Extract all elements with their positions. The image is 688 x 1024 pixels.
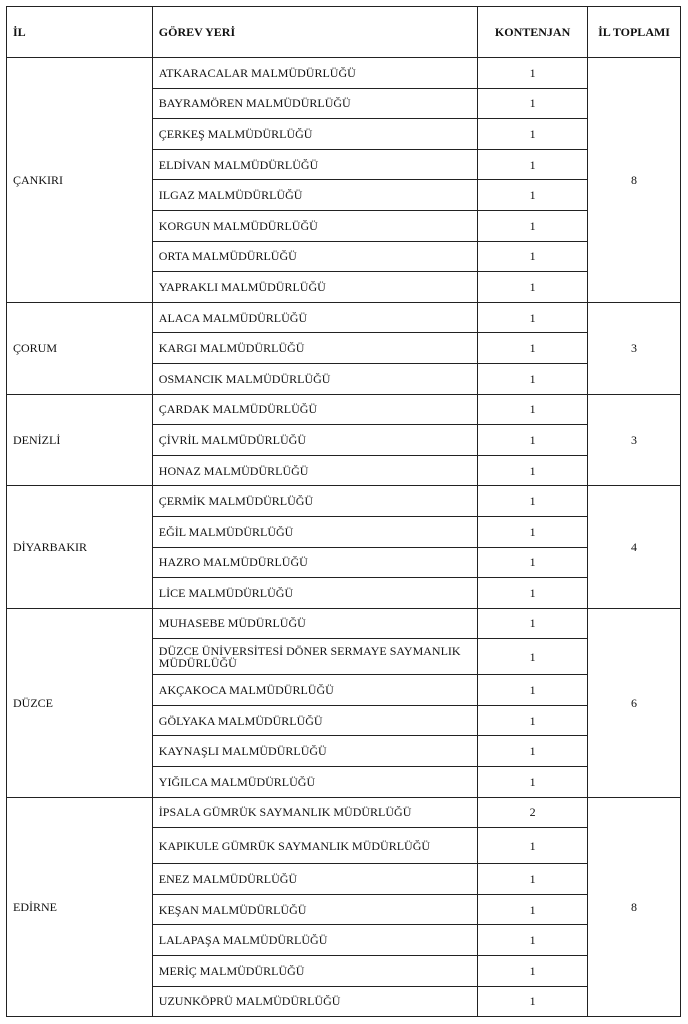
kontenjan-cell: 1 xyxy=(478,210,588,241)
gorev-yeri-cell: MUHASEBE MÜDÜRLÜĞÜ xyxy=(152,608,477,639)
il-cell: DİYARBAKIR xyxy=(7,486,153,608)
il-toplami-cell: 3 xyxy=(588,302,681,394)
kontenjan-cell: 1 xyxy=(478,578,588,609)
gorev-yeri-cell: BAYRAMÖREN MALMÜDÜRLÜĞÜ xyxy=(152,88,477,119)
kontenjan-cell: 1 xyxy=(478,828,588,864)
gorev-yeri-cell: DÜZCE ÜNİVERSİTESİ DÖNER SERMAYE SAYMANLIK MÜDÜRLÜĞÜ xyxy=(152,639,477,675)
kontenjan-cell: 1 xyxy=(478,547,588,578)
il-toplami-cell: 6 xyxy=(588,608,681,797)
gorev-yeri-cell: UZUNKÖPRÜ MALMÜDÜRLÜĞÜ xyxy=(152,986,477,1017)
table-row xyxy=(7,608,681,639)
kontenjan-cell: 1 xyxy=(478,455,588,486)
gorev-yeri-cell: LİCE MALMÜDÜRLÜĞÜ xyxy=(152,578,477,609)
gorev-yeri-cell: KEŞAN MALMÜDÜRLÜĞÜ xyxy=(152,894,477,925)
table-row xyxy=(7,58,681,89)
il-toplami-cell: 3 xyxy=(588,394,681,486)
gorev-yeri-cell: YIĞILCA MALMÜDÜRLÜĞÜ xyxy=(152,767,477,798)
gorev-yeri-cell: ÇİVRİL MALMÜDÜRLÜĞÜ xyxy=(152,425,477,456)
gorev-yeri-cell: ILGAZ MALMÜDÜRLÜĞÜ xyxy=(152,180,477,211)
kontenjan-cell: 1 xyxy=(478,516,588,547)
header-kontenjan: KONTENJAN xyxy=(478,7,588,58)
kontenjan-cell: 1 xyxy=(478,705,588,736)
il-cell: EDİRNE xyxy=(7,797,153,1017)
kontenjan-cell: 1 xyxy=(478,119,588,150)
kontenjan-cell: 1 xyxy=(478,639,588,675)
kontenjan-cell: 1 xyxy=(478,925,588,956)
gorev-yeri-cell: KORGUN MALMÜDÜRLÜĞÜ xyxy=(152,210,477,241)
header-il: İL xyxy=(7,7,153,58)
gorev-yeri-cell: OSMANCIK MALMÜDÜRLÜĞÜ xyxy=(152,363,477,394)
kontenjan-cell: 1 xyxy=(478,149,588,180)
kontenjan-cell: 1 xyxy=(478,58,588,89)
gorev-yeri-cell: HONAZ MALMÜDÜRLÜĞÜ xyxy=(152,455,477,486)
kontenjan-cell: 1 xyxy=(478,864,588,895)
gorev-yeri-cell: MERİÇ MALMÜDÜRLÜĞÜ xyxy=(152,956,477,987)
kontenjan-cell: 1 xyxy=(478,986,588,1017)
kontenjan-cell: 1 xyxy=(478,675,588,706)
kontenjan-cell: 1 xyxy=(478,956,588,987)
kontenjan-cell: 1 xyxy=(478,894,588,925)
kontenjan-cell: 1 xyxy=(478,302,588,333)
kontenjan-cell: 1 xyxy=(478,608,588,639)
kontenjan-cell: 2 xyxy=(478,797,588,828)
gorev-yeri-cell: ENEZ MALMÜDÜRLÜĞÜ xyxy=(152,864,477,895)
kontenjan-cell: 1 xyxy=(478,394,588,425)
gorev-yeri-cell: KAYNAŞLI MALMÜDÜRLÜĞÜ xyxy=(152,736,477,767)
gorev-yeri-cell: ÇERKEŞ MALMÜDÜRLÜĞÜ xyxy=(152,119,477,150)
gorev-yeri-cell: KAPIKULE GÜMRÜK SAYMANLIK MÜDÜRLÜĞÜ xyxy=(152,828,477,864)
gorev-yeri-cell: ÇERMİK MALMÜDÜRLÜĞÜ xyxy=(152,486,477,517)
kontenjan-cell: 1 xyxy=(478,363,588,394)
il-cell: ÇORUM xyxy=(7,302,153,394)
quota-table xyxy=(6,6,681,1017)
header-gorev-yeri: GÖREV YERİ xyxy=(152,7,477,58)
kontenjan-cell: 1 xyxy=(478,180,588,211)
gorev-yeri-cell: GÖLYAKA MALMÜDÜRLÜĞÜ xyxy=(152,705,477,736)
gorev-yeri-cell: ÇARDAK MALMÜDÜRLÜĞÜ xyxy=(152,394,477,425)
kontenjan-cell: 1 xyxy=(478,88,588,119)
kontenjan-cell: 1 xyxy=(478,767,588,798)
kontenjan-cell: 1 xyxy=(478,736,588,767)
il-cell: DÜZCE xyxy=(7,608,153,797)
gorev-yeri-cell: LALAPAŞA MALMÜDÜRLÜĞÜ xyxy=(152,925,477,956)
table-body xyxy=(7,58,681,1017)
gorev-yeri-cell: ORTA MALMÜDÜRLÜĞÜ xyxy=(152,241,477,272)
header-row xyxy=(7,7,681,58)
gorev-yeri-cell: AKÇAKOCA MALMÜDÜRLÜĞÜ xyxy=(152,675,477,706)
gorev-yeri-cell: İPSALA GÜMRÜK SAYMANLIK MÜDÜRLÜĞÜ xyxy=(152,797,477,828)
kontenjan-cell: 1 xyxy=(478,333,588,364)
il-toplami-cell: 8 xyxy=(588,58,681,303)
table-row xyxy=(7,302,681,333)
kontenjan-cell: 1 xyxy=(478,241,588,272)
table-row xyxy=(7,394,681,425)
table-row xyxy=(7,486,681,517)
header-il-toplami: İL TOPLAMI xyxy=(588,7,681,58)
il-cell: ÇANKIRI xyxy=(7,58,153,303)
kontenjan-cell: 1 xyxy=(478,486,588,517)
gorev-yeri-cell: KARGI MALMÜDÜRLÜĞÜ xyxy=(152,333,477,364)
gorev-yeri-cell: ALACA MALMÜDÜRLÜĞÜ xyxy=(152,302,477,333)
gorev-yeri-cell: EĞİL MALMÜDÜRLÜĞÜ xyxy=(152,516,477,547)
il-cell: DENİZLİ xyxy=(7,394,153,486)
gorev-yeri-cell: ELDİVAN MALMÜDÜRLÜĞÜ xyxy=(152,149,477,180)
kontenjan-cell: 1 xyxy=(478,425,588,456)
gorev-yeri-cell: ATKARACALAR MALMÜDÜRLÜĞÜ xyxy=(152,58,477,89)
kontenjan-cell: 1 xyxy=(478,272,588,303)
gorev-yeri-cell: YAPRAKLI MALMÜDÜRLÜĞÜ xyxy=(152,272,477,303)
table-row xyxy=(7,797,681,828)
gorev-yeri-cell: HAZRO MALMÜDÜRLÜĞÜ xyxy=(152,547,477,578)
il-toplami-cell: 8 xyxy=(588,797,681,1017)
il-toplami-cell: 4 xyxy=(588,486,681,608)
